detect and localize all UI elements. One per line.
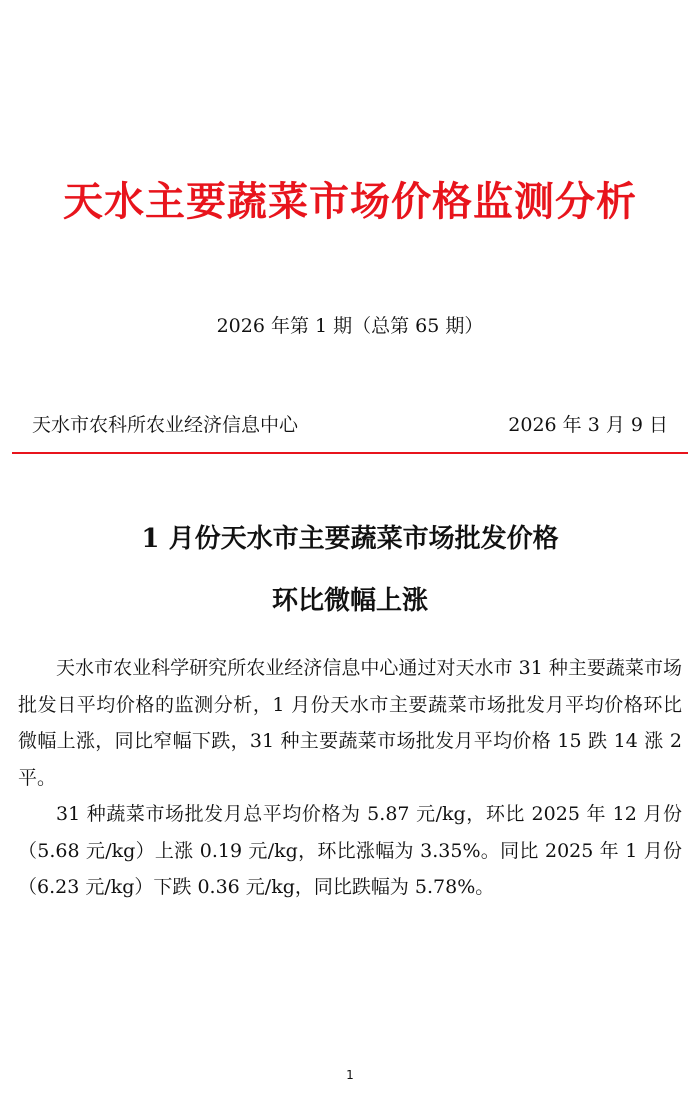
body-paragraph: 天水市农业科学研究所农业经济信息中心通过对天水市 31 种主要蔬菜市场批发日平均价格的监测分析，1 月份天水市主要蔬菜市场批发月平均价格环比微幅上涨，同比窄幅下跌，31 种主要蔬菜市场批发月平均价格 15 跌 14 涨 2 平。: [18, 657, 682, 789]
publish-date: 2026 年 3 月 9 日: [508, 414, 668, 436]
page-number: 1: [346, 1068, 354, 1082]
issue-number: 2026 年第 1 期（总第 65 期）: [216, 315, 484, 337]
article-headline-line-2: 环比微幅上涨: [271, 586, 428, 616]
article-headline-line-1: 1 月份天水市主要蔬菜市场批发价格: [141, 524, 559, 554]
article-body: [18, 650, 682, 906]
masthead-title: 天水主要蔬菜市场价格监测分析: [63, 178, 637, 225]
red-divider: [12, 452, 688, 454]
body-paragraph: 31 种蔬菜市场批发月总平均价格为 5.87 元/kg，环比 2025 年 12 月份（5.68 元/kg）上涨 0.19 元/kg，环比涨幅为 3.35%。同比 2025 年 1 月份（6.23 元/kg）下跌 0.36 元/kg，同比跌幅为 5.78%。: [18, 803, 682, 898]
publisher-row: [32, 410, 668, 438]
publisher-organization: 天水市农科所农业经济信息中心: [32, 414, 299, 436]
